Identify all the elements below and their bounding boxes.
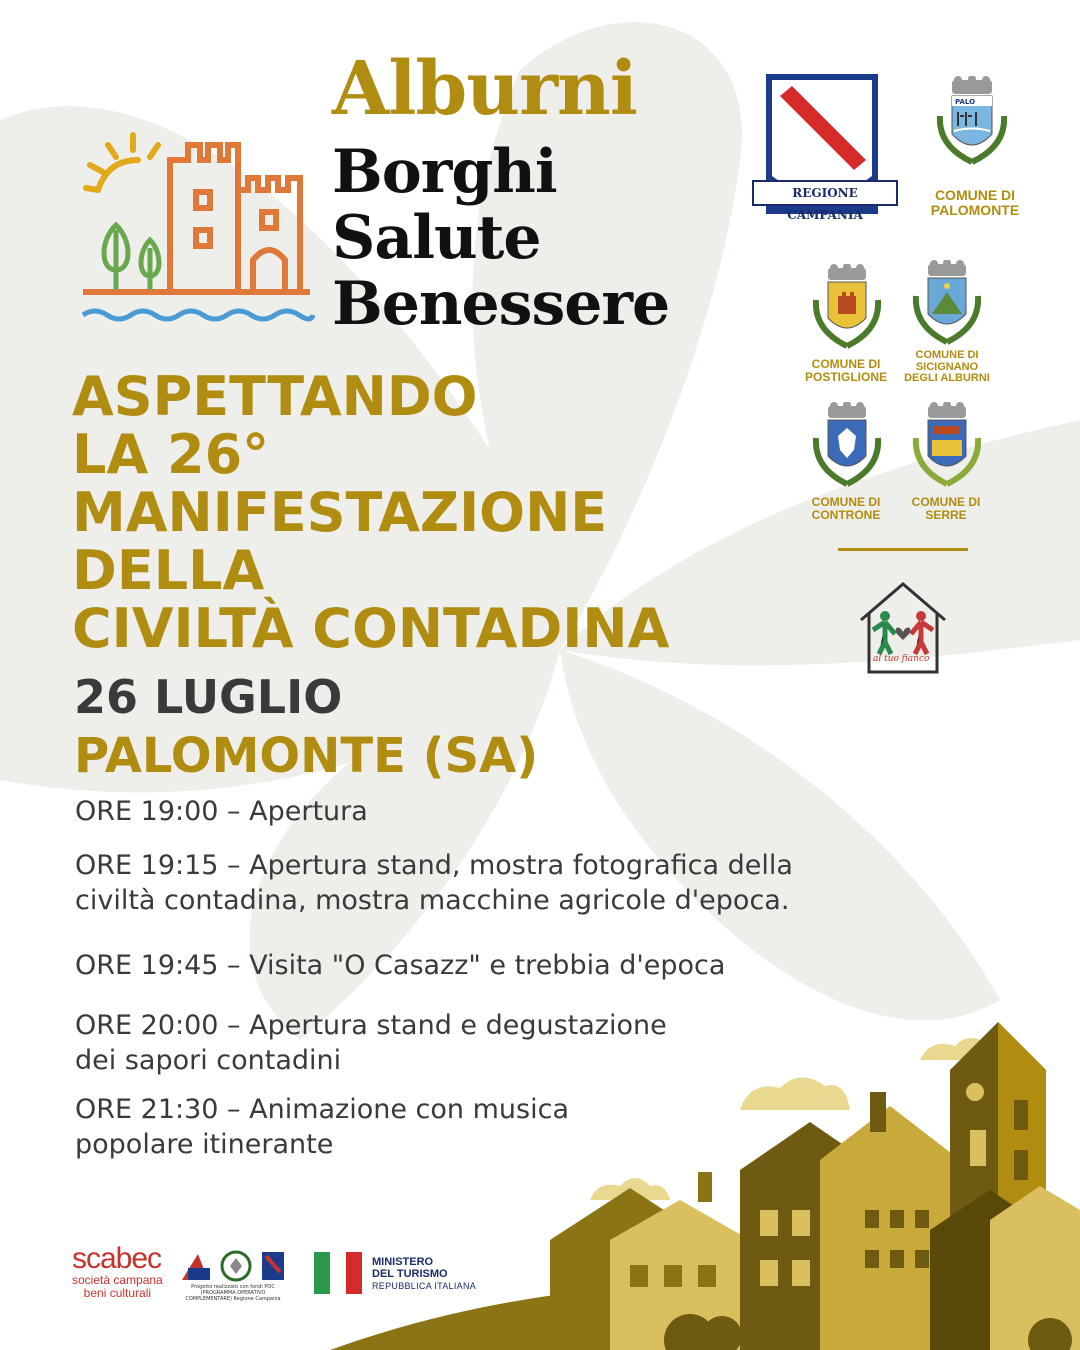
caption-line: COMUNE DI <box>811 357 881 371</box>
palo-banner-text: PALO <box>955 98 976 106</box>
caption-line: DEGLI ALBURNI <box>904 372 990 385</box>
al-tuo-fianco-label: al tuo fianco <box>873 654 930 664</box>
headline-line: MANIFESTAZIONE <box>72 481 608 544</box>
sicignano-crest-icon <box>910 260 984 350</box>
schedule-line: ORE 19:15 – Apertura stand, mostra fotografica della <box>75 850 793 881</box>
schedule-line: ORE 20:00 – Apertura stand e degustazione <box>75 1010 667 1041</box>
poc-caption: Progetto realizzato con fondi POC (PROGRAMMA OPERATIVO COMPLEMENTARE) Regione Campania <box>185 1284 281 1302</box>
ministero-line: MINISTERO <box>372 1256 434 1268</box>
serre-caption <box>896 496 996 521</box>
event-date: 26 LUGLIO <box>74 670 343 724</box>
headline-line: DELLA <box>72 539 265 602</box>
poc-emblems-icon <box>178 1248 288 1284</box>
scabec-logo <box>72 1244 163 1300</box>
repubblica-label: REPUBBLICA ITALIANA <box>372 1281 477 1291</box>
subtitle-line: Salute <box>332 203 541 273</box>
controne-caption <box>796 496 896 521</box>
controne-crest-icon <box>810 402 884 492</box>
scabec-line: beni culturali <box>83 1286 152 1300</box>
regione-campania-label: REGIONE CAMPANIA <box>752 180 898 206</box>
title-alburni: Alburni <box>332 46 637 132</box>
ministero-line: DEL TURISMO <box>372 1268 448 1280</box>
postiglione-caption <box>796 358 896 383</box>
caption-line: COMUNE DI <box>911 495 981 509</box>
headline-line: ASPETTANDO <box>72 365 478 428</box>
caption-line: COMUNE DI <box>934 187 1016 203</box>
caption-line: COMUNE DI <box>915 349 979 361</box>
schedule-item <box>75 948 895 983</box>
schedule-line: ORE 21:30 – Animazione con musica <box>75 1094 569 1125</box>
palomonte-caption <box>920 188 1030 217</box>
subtitle-line: Benessere <box>332 269 670 339</box>
schedule-item <box>75 794 895 829</box>
caption-line: POSTIGLIONE <box>804 369 887 384</box>
caption-line: PALOMONTE <box>930 201 1020 218</box>
castle-sun-logo-icon <box>78 130 318 330</box>
headline-line: LA 26° <box>72 423 270 486</box>
schedule-line: ORE 19:00 – Apertura <box>75 796 368 827</box>
postiglione-crest-icon <box>810 264 884 354</box>
village-illustration <box>330 1010 1080 1350</box>
schedule-item <box>75 848 895 918</box>
ministero-turismo-logo <box>372 1256 476 1292</box>
schedule-line: popolare itinerante <box>75 1129 334 1160</box>
caption-line: CONTRONE <box>811 507 881 522</box>
palomonte-crest-icon <box>932 76 1012 172</box>
scabec-line: società campana <box>72 1273 163 1287</box>
scabec-brand: scabec <box>72 1242 162 1275</box>
headline-line: CIVILTÀ CONTADINA <box>72 597 670 660</box>
serre-crest-icon <box>910 402 984 492</box>
schedule-line: civiltà contadina, mostra macchine agricole d'epoca. <box>75 885 790 916</box>
event-headline <box>72 365 772 660</box>
divider <box>838 548 968 551</box>
caption-line: COMUNE DI <box>811 495 881 509</box>
schedule-line: dei sapori contadini <box>75 1045 342 1076</box>
subtitle-line: Borghi <box>332 137 557 207</box>
sicignano-caption <box>892 350 1002 385</box>
event-place: PALOMONTE (SA) <box>74 728 539 784</box>
caption-line: SICIGNANO <box>915 360 979 373</box>
italian-flag-icon <box>314 1252 362 1294</box>
caption-line: SERRE <box>925 507 967 522</box>
schedule-line: ORE 19:45 – Visita "O Casazz" e trebbia d'epoca <box>75 950 726 981</box>
